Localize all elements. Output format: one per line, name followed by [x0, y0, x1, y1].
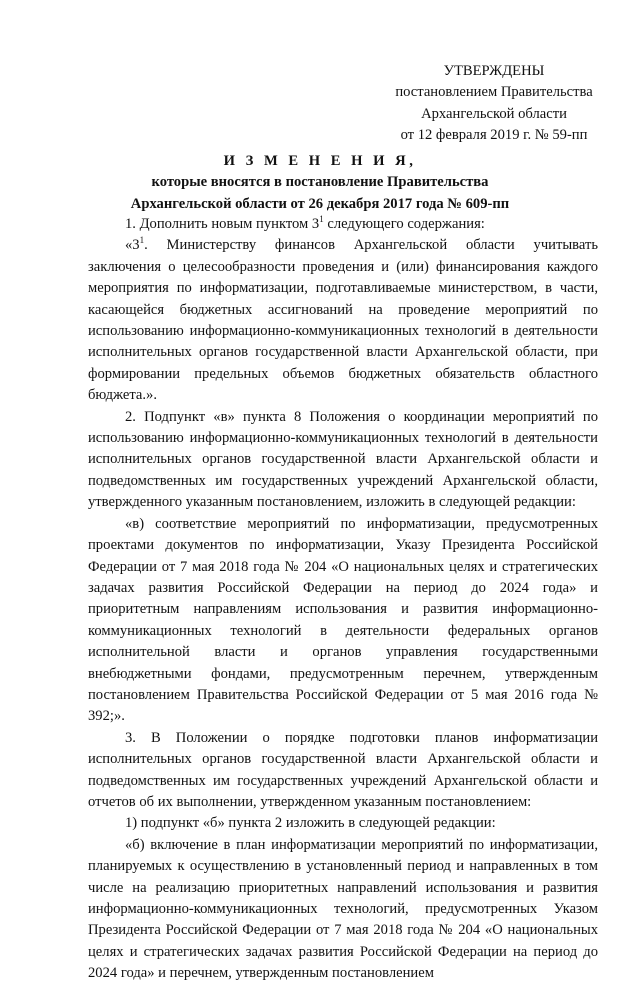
- approval-stamp: [384, 61, 604, 147]
- approval-title: УТВЕРЖДЕНЫ: [443, 63, 545, 79]
- paragraph-subpoint-b: «б) включение в план информатизации мероприятий по информатизации, планируемых к осуществлению в установленный период и направленных в том числе на реализацию приоритетных направлений использования и развития информационно-коммуникационных технологий, предусмотренных Указом Президента Российской Федерации от 7 мая 2018 года № 204 «О национальных целях и стратегических задачах развития Российской Федерации на период до 2024 года» и перечнем, утвержденным постановлением: [88, 836, 598, 982]
- document-heading: [0, 151, 640, 215]
- document-subtitle-reference: Архангельской области от 26 декабря 2017 года № 609-пп: [130, 195, 510, 212]
- superscript-marker: 1: [319, 214, 324, 224]
- paragraph-item-3-1: 1) подпункт «б» пункта 2 изложить в следующей редакции:: [125, 815, 496, 832]
- approval-date-number: от 12 февраля 2019 г. № 59-пп: [400, 127, 588, 144]
- approval-issuer: постановлением Правительства: [395, 84, 593, 101]
- paragraph-item-2: 2. Подпункт «в» пункта 8 Положения о координации мероприятий по использованию информационно-коммуникационных технологий в деятельности исполнительных органов государственной власти Архангельской области и подведомственных им государственных учреждений Архангельской области, утвержденного указанным постановлением, изложить в следующей редакции:: [88, 408, 598, 511]
- document-body: [88, 214, 598, 985]
- paragraph-item-3: 3. В Положении о порядке подготовки планов информатизации исполнительных органов государственной власти Архангельской области и подведомственных им государственных учреждений Архангельской области и отчетов об их выполнении, утвержденном указанным постановлением:: [88, 729, 598, 810]
- paragraph-new-point-text: . Министерству финансов Архангельской области учитывать заключения о целесообразности проведения и (или) финансирования каждого мероприятия по информатизации, подготавливаемые министерством, в части, касающейся бюджетных ассигнований на проведение мероприятий по использованию информационно-коммуникационных технологий в деятельности исполнительных органов государственной власти Архангельской области, при формировании предельных объемов бюджетных обязательств областного бюджета.».: [88, 237, 598, 404]
- paragraph-item-1-tail: следующего содержания:: [323, 216, 485, 232]
- paragraph-item-1: [88, 214, 598, 235]
- superscript-marker: 1: [139, 235, 145, 246]
- document-subtitle: которые вносятся в постановление Правительства: [151, 174, 489, 191]
- approval-region: Архангельской области: [421, 105, 567, 122]
- paragraph-new-point-prefix: «3: [125, 237, 140, 254]
- document-title: И З М Е Н Е Н И Я,: [223, 153, 417, 169]
- paragraph-subpoint-v: «в) соответствие мероприятий по информатизации, предусмотренных проектами документов по информатизации, Указу Президента Российской Федерации от 7 мая 2018 года № 204 «О национальных целях и стратегических задачах развития Российской Федерации на период до 2024 года» и приоритетным направлениям использования и развития информационно-коммуникационных технологий в деятельности федеральных органов исполнительной власти и органов управления государственными внебюджетными фондами, предусмотренным перечнем, утвержденным постановлением Правительства Российской Федерации от 5 мая 2016 года № 392;».: [88, 515, 598, 725]
- paragraph-item-1-text: 1. Дополнить новым пунктом 3: [125, 216, 320, 232]
- paragraph-new-point-3-1: [88, 235, 598, 406]
